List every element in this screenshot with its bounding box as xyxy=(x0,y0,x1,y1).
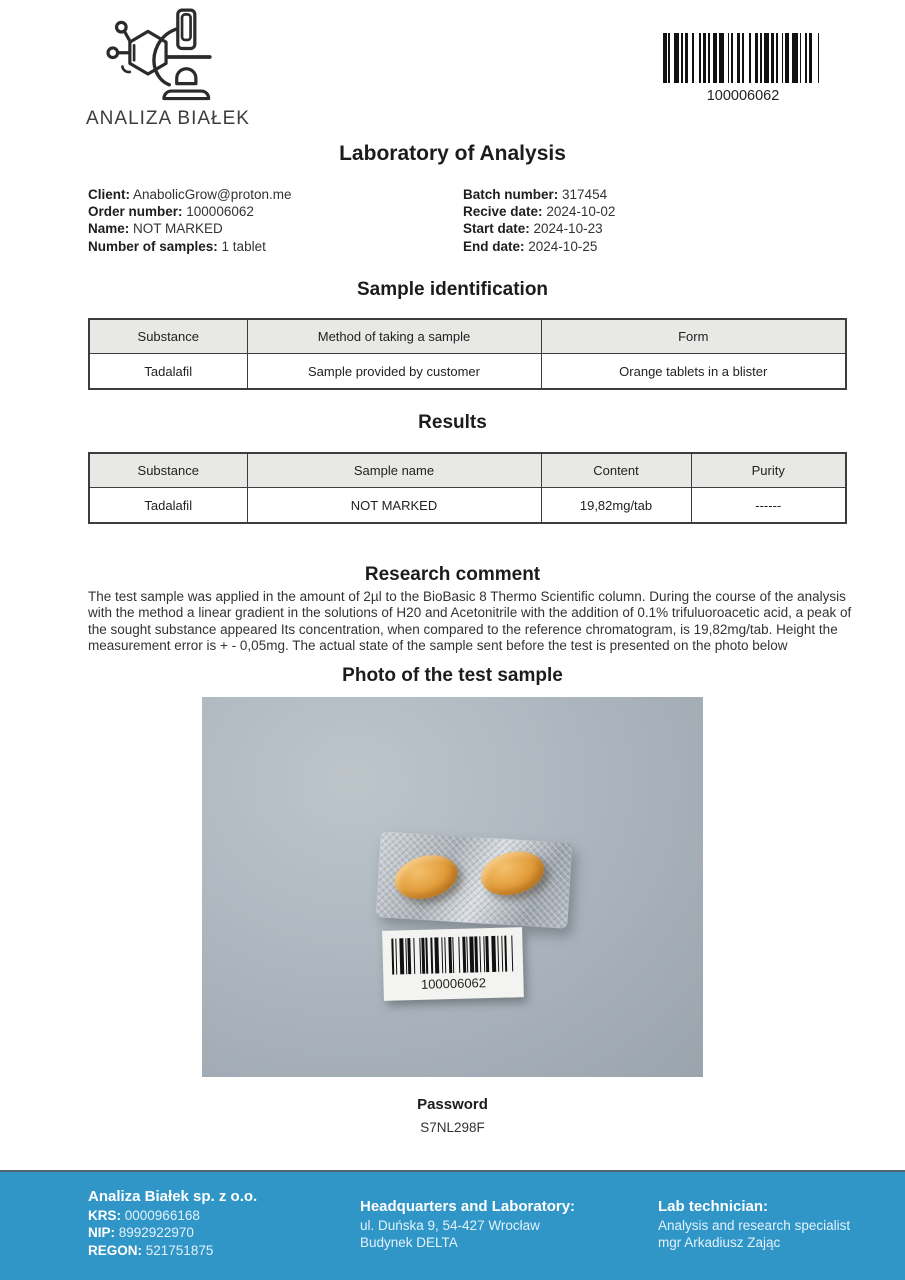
column-header: Substance xyxy=(89,453,247,488)
technician-info xyxy=(658,1198,850,1252)
technician-line: Analysis and research specialist xyxy=(658,1218,851,1234)
photo-barcode-value: 100006062 xyxy=(420,975,487,993)
page-title: Laboratory of Analysis xyxy=(339,142,566,165)
table-header-row xyxy=(89,453,846,488)
address-line: Budynek DELTA xyxy=(360,1235,458,1251)
brand-name: ANALIZA BIAŁEK xyxy=(86,108,250,129)
sample-identification-table xyxy=(88,318,847,390)
regon-row: REGON: 521751875 xyxy=(88,1242,214,1258)
batch-info xyxy=(463,186,615,255)
column-header: Purity xyxy=(691,453,846,488)
samples-row: Number of samples: 1 tablet xyxy=(88,238,266,254)
company-info xyxy=(88,1188,257,1259)
column-header: Form xyxy=(541,319,846,354)
order-number-row: Order number: 100006062 xyxy=(88,204,254,220)
results-heading: Results xyxy=(418,411,487,433)
tablet xyxy=(390,849,462,906)
photo-barcode-label xyxy=(382,928,524,1002)
column-header: Sample name xyxy=(247,453,541,488)
results-table xyxy=(88,452,847,524)
tablet xyxy=(476,845,548,902)
batch-number-row: Batch number: 317454 xyxy=(463,187,608,202)
password-heading: Password xyxy=(417,1096,488,1114)
barcode-icon xyxy=(391,936,515,975)
sample-photo xyxy=(202,697,703,1077)
photo-heading: Photo of the test sample xyxy=(342,665,563,687)
report-footer xyxy=(0,1170,905,1280)
table-row xyxy=(89,354,846,389)
method-cell: Sample provided by customer xyxy=(247,354,541,389)
sample-name-cell: NOT MARKED xyxy=(247,488,541,523)
technician-line: mgr Arkadiusz Zając xyxy=(658,1235,781,1251)
end-date-row: End date: 2024-10-25 xyxy=(463,238,598,254)
address-line: ul. Duńska 9, 54-427 Wrocław xyxy=(360,1218,540,1234)
receive-date-row: Recive date: 2024-10-02 xyxy=(463,204,616,220)
table-header-row xyxy=(89,319,846,354)
research-comment-text: The test sample was applied in the amount of 2µl to the BioBasic 8 Thermo Scientific column. During the course of the analysis with the method a linear gradient in the solutions of H20 and Acetonitrile with the addition of 0.1% trifuluoroacetic acid, a peak of the sought substance appeared Its concentration, when compared to the reference chromatogram, is 19,82mg/tab. Height the measurement error is + - 0,05mg. The actual state of the sample sent before the test is presented on the photo below xyxy=(88,588,852,654)
krs-row: KRS: 0000966168 xyxy=(88,1208,200,1224)
research-comment-heading: Research comment xyxy=(364,563,541,585)
logo-icon xyxy=(105,8,225,106)
substance-cell: Tadalafil xyxy=(89,488,247,523)
order-barcode xyxy=(663,33,823,104)
order-info xyxy=(0,186,905,255)
technician-title: Lab technician: xyxy=(658,1198,769,1215)
logo xyxy=(86,8,250,130)
report-header xyxy=(0,0,905,132)
barcode-value: 100006062 xyxy=(706,88,780,104)
company-name: Analiza Białek sp. z o.o. xyxy=(88,1188,258,1205)
column-header: Substance xyxy=(89,319,247,354)
name-row: Name: NOT MARKED xyxy=(88,221,223,237)
substance-cell: Tadalafil xyxy=(89,354,247,389)
headquarters-title: Headquarters and Laboratory: xyxy=(360,1198,576,1215)
client-info xyxy=(88,186,463,255)
password-value: S7NL298F xyxy=(420,1120,485,1136)
client-row: Client: AnabolicGrow@proton.me xyxy=(88,187,292,202)
headquarters-info xyxy=(360,1198,575,1252)
blister-pack xyxy=(376,832,573,930)
column-header: Content xyxy=(541,453,691,488)
barcode-icon xyxy=(663,33,823,83)
purity-cell: ------ xyxy=(691,488,846,523)
nip-row: NIP: 8992922970 xyxy=(88,1225,194,1241)
column-header: Method of taking a sample xyxy=(247,319,541,354)
form-cell: Orange tablets in a blister xyxy=(541,354,846,389)
table-row xyxy=(89,488,846,523)
content-cell: 19,82mg/tab xyxy=(541,488,691,523)
sample-identification-heading: Sample identification xyxy=(356,278,549,300)
start-date-row: Start date: 2024-10-23 xyxy=(463,221,603,237)
